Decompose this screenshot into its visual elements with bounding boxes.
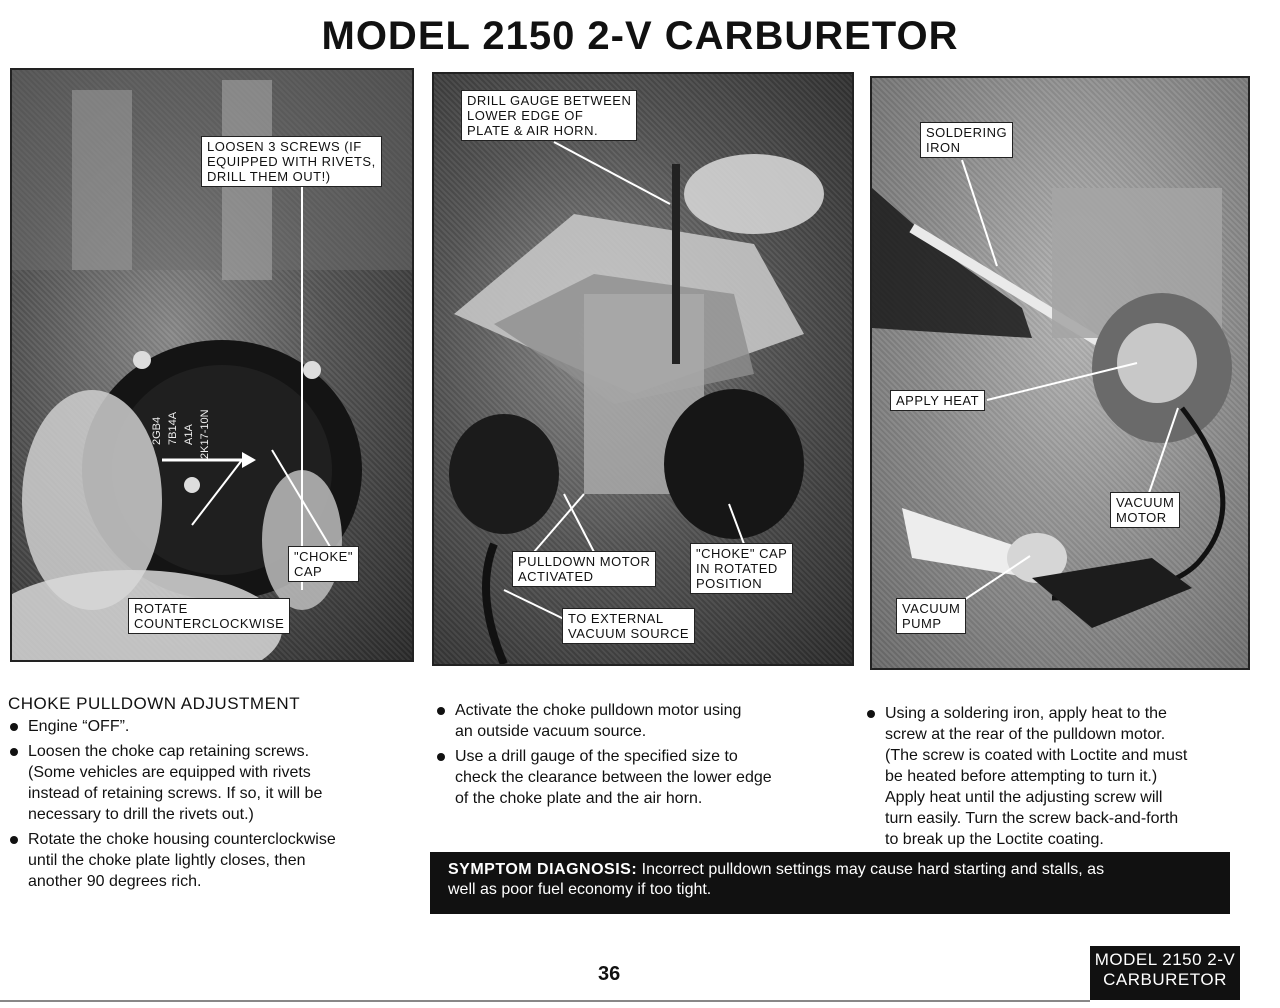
footer-rule bbox=[0, 1000, 1090, 1002]
symptom-label: SYMPTOM DIAGNOSIS: bbox=[448, 861, 638, 878]
bullet-item: Loosen the choke cap retaining screws. (Some vehicles are equipped with rivets instead of retaining screws. If so, it will be necessary to drill the rivets out.) bbox=[8, 741, 380, 825]
bullet-item: Activate the choke pulldown motor using an outside vacuum source. bbox=[435, 700, 807, 742]
callout-vacuum-motor: VACUUM MOTOR bbox=[1110, 492, 1180, 528]
symptom-diagnosis-box bbox=[430, 852, 1230, 914]
bullet-item: Engine “OFF”. bbox=[8, 716, 380, 737]
page-title: MODEL 2150 2-V CARBURETOR bbox=[321, 14, 959, 58]
bullet-item: Using a soldering iron, apply heat to the screw at the rear of the pulldown motor. (The screw is coated with Loctite and must be heated before attempting to turn it.) Apply heat until the adjusting screw will turn easily. Turn the screw back-and-forth to break up the Loctite coating. bbox=[865, 703, 1237, 850]
photo3-illustration bbox=[872, 78, 1248, 668]
callout-pulldown-motor: PULLDOWN MOTOR ACTIVATED bbox=[512, 551, 656, 587]
cap-marking: A1A bbox=[183, 424, 195, 445]
section-heading: CHOKE PULLDOWN ADJUSTMENT bbox=[8, 694, 301, 713]
column-pulldown-motor bbox=[435, 700, 807, 813]
symptom-text-continued: well as poor fuel economy if too tight. bbox=[448, 881, 712, 898]
callout-external-vacuum-source: TO EXTERNAL VACUUM SOURCE bbox=[562, 608, 695, 644]
cap-marking: 7B14A bbox=[167, 411, 179, 445]
photo-choke-cap-loosen bbox=[10, 68, 414, 662]
photo-soldering-iron bbox=[870, 76, 1250, 670]
cap-marking: 2GB4 bbox=[151, 416, 163, 445]
photo-drill-gauge bbox=[432, 72, 854, 666]
column-choke-pulldown bbox=[8, 693, 380, 896]
symptom-text: Incorrect pulldown settings may cause hard starting and stalls, as bbox=[641, 861, 1105, 878]
bullet-item: Rotate the choke housing counterclockwise until the choke plate lightly closes, then another 90 degrees rich. bbox=[8, 829, 380, 892]
callout-choke-cap-rotated: "CHOKE" CAP IN ROTATED POSITION bbox=[690, 543, 793, 594]
page-number: 36 bbox=[598, 963, 621, 985]
callout-soldering-iron: SOLDERING IRON bbox=[920, 122, 1013, 158]
callout-apply-heat: APPLY HEAT bbox=[890, 390, 985, 411]
footer-tab: MODEL 2150 2-V CARBURETOR bbox=[1090, 946, 1240, 1000]
bullet-item: Use a drill gauge of the specified size to check the clearance between the lower edge of the choke plate and the air horn. bbox=[435, 746, 807, 809]
callout-loosen-screws: LOOSEN 3 SCREWS (IF EQUIPPED WITH RIVETS, DRILL THEM OUT!) bbox=[201, 136, 382, 187]
callout-rotate-counterclockwise: ROTATE COUNTERCLOCKWISE bbox=[128, 598, 290, 634]
callout-vacuum-pump: VACUUM PUMP bbox=[896, 598, 966, 634]
callout-drill-gauge: DRILL GAUGE BETWEEN LOWER EDGE OF PLATE & AIR HORN. bbox=[461, 90, 637, 141]
column-soldering bbox=[865, 703, 1237, 854]
cap-marking: 2K17-10N bbox=[199, 409, 211, 459]
callout-choke-cap: "CHOKE" CAP bbox=[288, 546, 359, 582]
